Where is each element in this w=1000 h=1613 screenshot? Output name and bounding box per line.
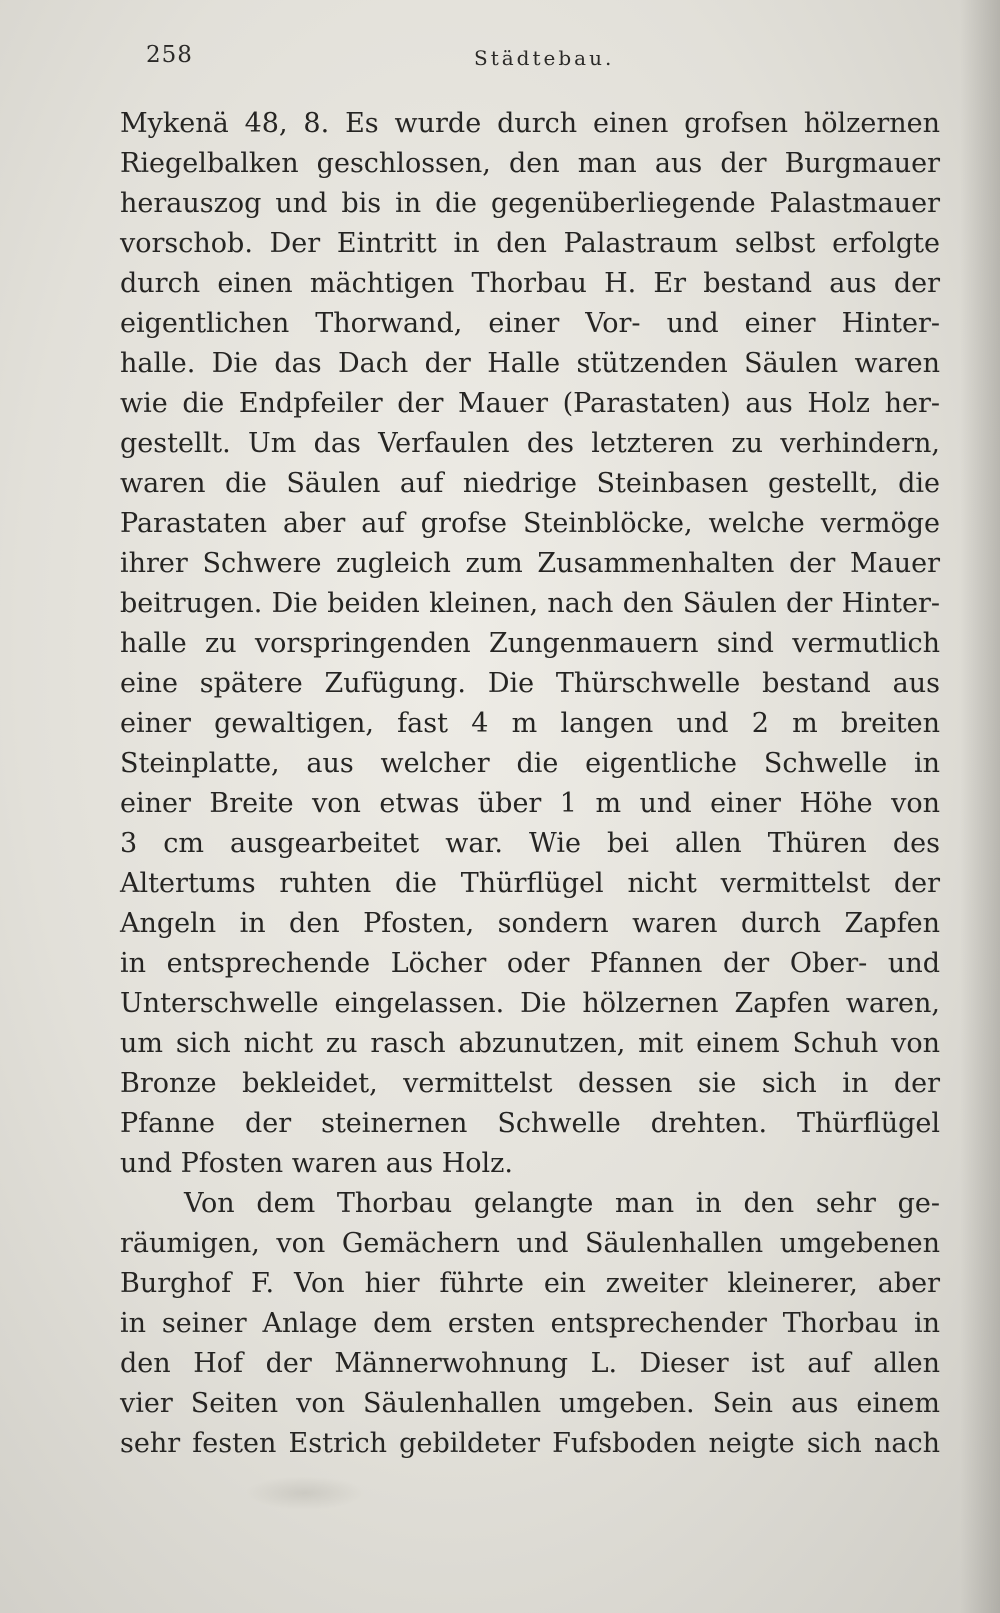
text-line: in seiner Anlage dem ersten entsprechender Thorbau in	[120, 1308, 940, 1339]
text-line: eine spätere Zufügung. Die Thürschwelle bestand aus	[120, 668, 940, 699]
text-line: vier Seiten von Säulenhallen umgeben. Sein aus einem	[120, 1388, 940, 1419]
text-line: und Pfosten waren aus Holz.	[120, 1148, 513, 1179]
text-line: durch einen mächtigen Thorbau H. Er bestand aus der	[120, 268, 940, 299]
text-line: halle. Die das Dach der Halle stützenden Säulen waren	[120, 348, 940, 379]
text-line: Riegelbalken geschlossen, den man aus der Burgmauer	[120, 148, 940, 179]
text-line: einer gewaltigen, fast 4 m langen und 2 m breiten	[120, 708, 940, 739]
running-head: Städtebau.	[474, 46, 615, 70]
text-line: 3 cm ausgearbeitet war. Wie bei allen Thüren des	[120, 828, 940, 859]
text-line: waren die Säulen auf niedrige Steinbasen gestellt, die	[120, 468, 940, 499]
text-line: in entsprechende Löcher oder Pfannen der Ober- und	[120, 948, 940, 979]
text-line: Angeln in den Pfosten, sondern waren durch Zapfen	[120, 908, 940, 939]
text-line: Altertums ruhten die Thürflügel nicht vermittelst der	[120, 868, 940, 899]
text-line: Burghof F. Von hier führte ein zweiter kleinerer, aber	[120, 1268, 940, 1299]
text-line: Steinplatte, aus welcher die eigentliche Schwelle in	[120, 748, 940, 779]
page-edge-shadow	[960, 0, 1000, 1613]
text-line: um sich nicht zu rasch abzunutzen, mit einem Schuh von	[120, 1028, 940, 1059]
text-line: beitrugen. Die beiden kleinen, nach den Säulen der Hinter-	[120, 588, 940, 619]
page-number: 258	[146, 42, 193, 68]
text-line: Parastaten aber auf grofse Steinblöcke, welche vermöge	[120, 508, 940, 539]
text-line: einer Breite von etwas über 1 m und einer Höhe von	[120, 788, 940, 819]
text-line: ihrer Schwere zugleich zum Zusammenhalten der Mauer	[120, 548, 940, 579]
text-line: Von dem Thorbau gelangte man in den sehr ge-	[184, 1188, 940, 1219]
page-header	[146, 42, 906, 82]
text-line: eigentlichen Thorwand, einer Vor- und einer Hinter-	[120, 308, 940, 339]
text-line: gestellt. Um das Verfaulen des letzteren zu verhindern,	[120, 428, 940, 459]
text-line: Bronze bekleidet, vermittelst dessen sie sich in der	[120, 1068, 940, 1099]
text-line: wie die Endpfeiler der Mauer (Parastaten) aus Holz her-	[120, 388, 940, 419]
text-line: sehr festen Estrich gebildeter Fufsboden neigte sich nach	[120, 1428, 940, 1459]
paper-smudge	[245, 1476, 365, 1510]
body-text	[120, 104, 940, 1464]
text-line: den Hof der Männerwohnung L. Dieser ist auf allen	[120, 1348, 940, 1379]
text-line: Pfanne der steinernen Schwelle drehten. Thürflügel	[120, 1108, 940, 1139]
text-line: räumigen, von Gemächern und Säulenhallen umgebenen	[120, 1228, 940, 1259]
text-line: Mykenä 48, 8. Es wurde durch einen grofsen hölzernen	[120, 108, 940, 139]
text-line: Unterschwelle eingelassen. Die hölzernen Zapfen waren,	[120, 988, 940, 1019]
text-line: vorschob. Der Eintritt in den Palastraum selbst erfolgte	[120, 228, 940, 259]
text-line: herauszog und bis in die gegenüberliegende Palastmauer	[120, 188, 940, 219]
text-line: halle zu vorspringenden Zungenmauern sind vermutlich	[120, 628, 940, 659]
